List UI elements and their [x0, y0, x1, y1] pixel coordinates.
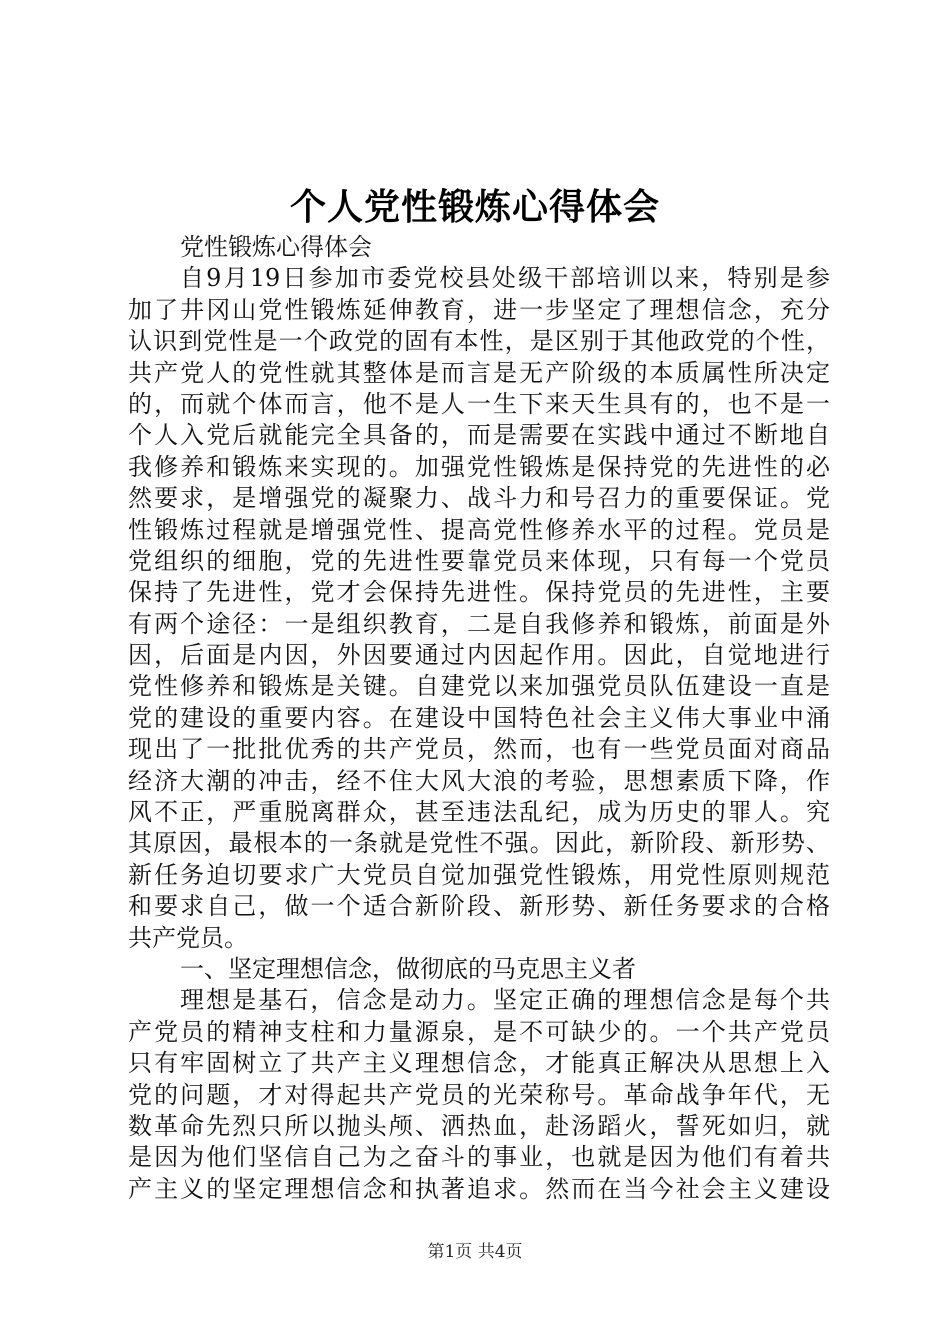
body-line: 我修养和锻炼来实现的。加强党性锻炼是保持党的先进性的必 — [128, 452, 830, 481]
document-title: 个人党性锻炼心得体会 — [289, 186, 660, 228]
body-line: 性锻炼过程就是增强党性、提高党性修养水平的过程。党员是 — [128, 515, 830, 544]
body-line: 一、坚定理想信念，做彻底的马克思主义者 — [180, 954, 636, 983]
body-line: 保持了先进性，党才会保持先进性。保持党员的先进性，主要 — [128, 578, 830, 607]
body-line: 党组织的细胞，党的先进性要靠党员来体现，只有每一个党员 — [128, 546, 830, 575]
body-line: 加了井冈山党性锻炼延伸教育，进一步坚定了理想信念，充分 — [128, 295, 830, 324]
body-line: 的，而就个体而言，他不是人一生下来天生具有的，也不是一 — [128, 389, 830, 418]
body-line: 因，后面是内因，外因要通过内因起作用。因此，自觉地进行 — [128, 641, 830, 670]
body-line: 共产党人的党性就其整体是而言是无产阶级的本质属性所决定 — [128, 358, 830, 387]
body-line: 风不正，严重脱离群众，甚至违法乱纪，成为历史的罪人。究 — [128, 798, 830, 827]
body-line: 其原因，最根本的一条就是党性不强。因此，新阶段、新形势、 — [128, 829, 830, 858]
body-line: 产党员的精神支柱和力量源泉，是不可缺少的。一个共产党员 — [128, 1017, 830, 1046]
body-line: 党的问题，才对得起共产党员的光荣称号。革命战争年代，无 — [128, 1080, 830, 1109]
body-line: 产主义的坚定理想信念和执著追求。然而在当今社会主义建设 — [128, 1174, 830, 1203]
body-line: 个人入党后就能完全具备的，而是需要在实践中通过不断地自 — [128, 421, 830, 450]
body-line: 自9月19日参加市委党校县处级干部培训以来，特别是参 — [180, 264, 830, 293]
body-line: 党性修养和锻炼是关键。自建党以来加强党员队伍建设一直是 — [128, 672, 830, 701]
body-line: 现出了一批批优秀的共产党员，然而，也有一些党员面对商品 — [128, 735, 830, 764]
body-line: 共产党员。 — [128, 923, 248, 952]
body-line: 理想是基石，信念是动力。坚定正确的理想信念是每个共 — [180, 986, 830, 1015]
body-line: 党的建设的重要内容。在建设中国特色社会主义伟大事业中涌 — [128, 703, 830, 732]
body-line: 是因为他们坚信自己为之奋斗的事业，也就是因为他们有着共 — [128, 1143, 830, 1172]
body-line: 经济大潮的冲击，经不住大风大浪的考验，思想素质下降，作 — [128, 766, 830, 795]
body-line: 党性锻炼心得体会 — [180, 233, 372, 261]
page-footer: 第1页 共4页 — [427, 1242, 523, 1262]
body-line: 只有牢固树立了共产主义理想信念，才能真正解决从思想上入 — [128, 1049, 830, 1078]
body-line: 认识到党性是一个政党的固有本性，是区别于其他政党的个性， — [128, 327, 830, 356]
body-line: 有两个途径：一是组织教育，二是自我修养和锻炼，前面是外 — [128, 609, 830, 638]
body-line: 数革命先烈只所以抛头颅、洒热血，赴汤蹈火，誓死如归，就 — [128, 1111, 830, 1140]
body-line: 然要求，是增强党的凝聚力、战斗力和号召力的重要保证。党 — [128, 484, 830, 513]
body-line: 新任务迫切要求广大党员自觉加强党性锻炼，用党性原则规范 — [128, 860, 830, 889]
body-line: 和要求自己，做一个适合新阶段、新形势、新任务要求的合格 — [128, 892, 830, 921]
document-body — [128, 232, 830, 1205]
